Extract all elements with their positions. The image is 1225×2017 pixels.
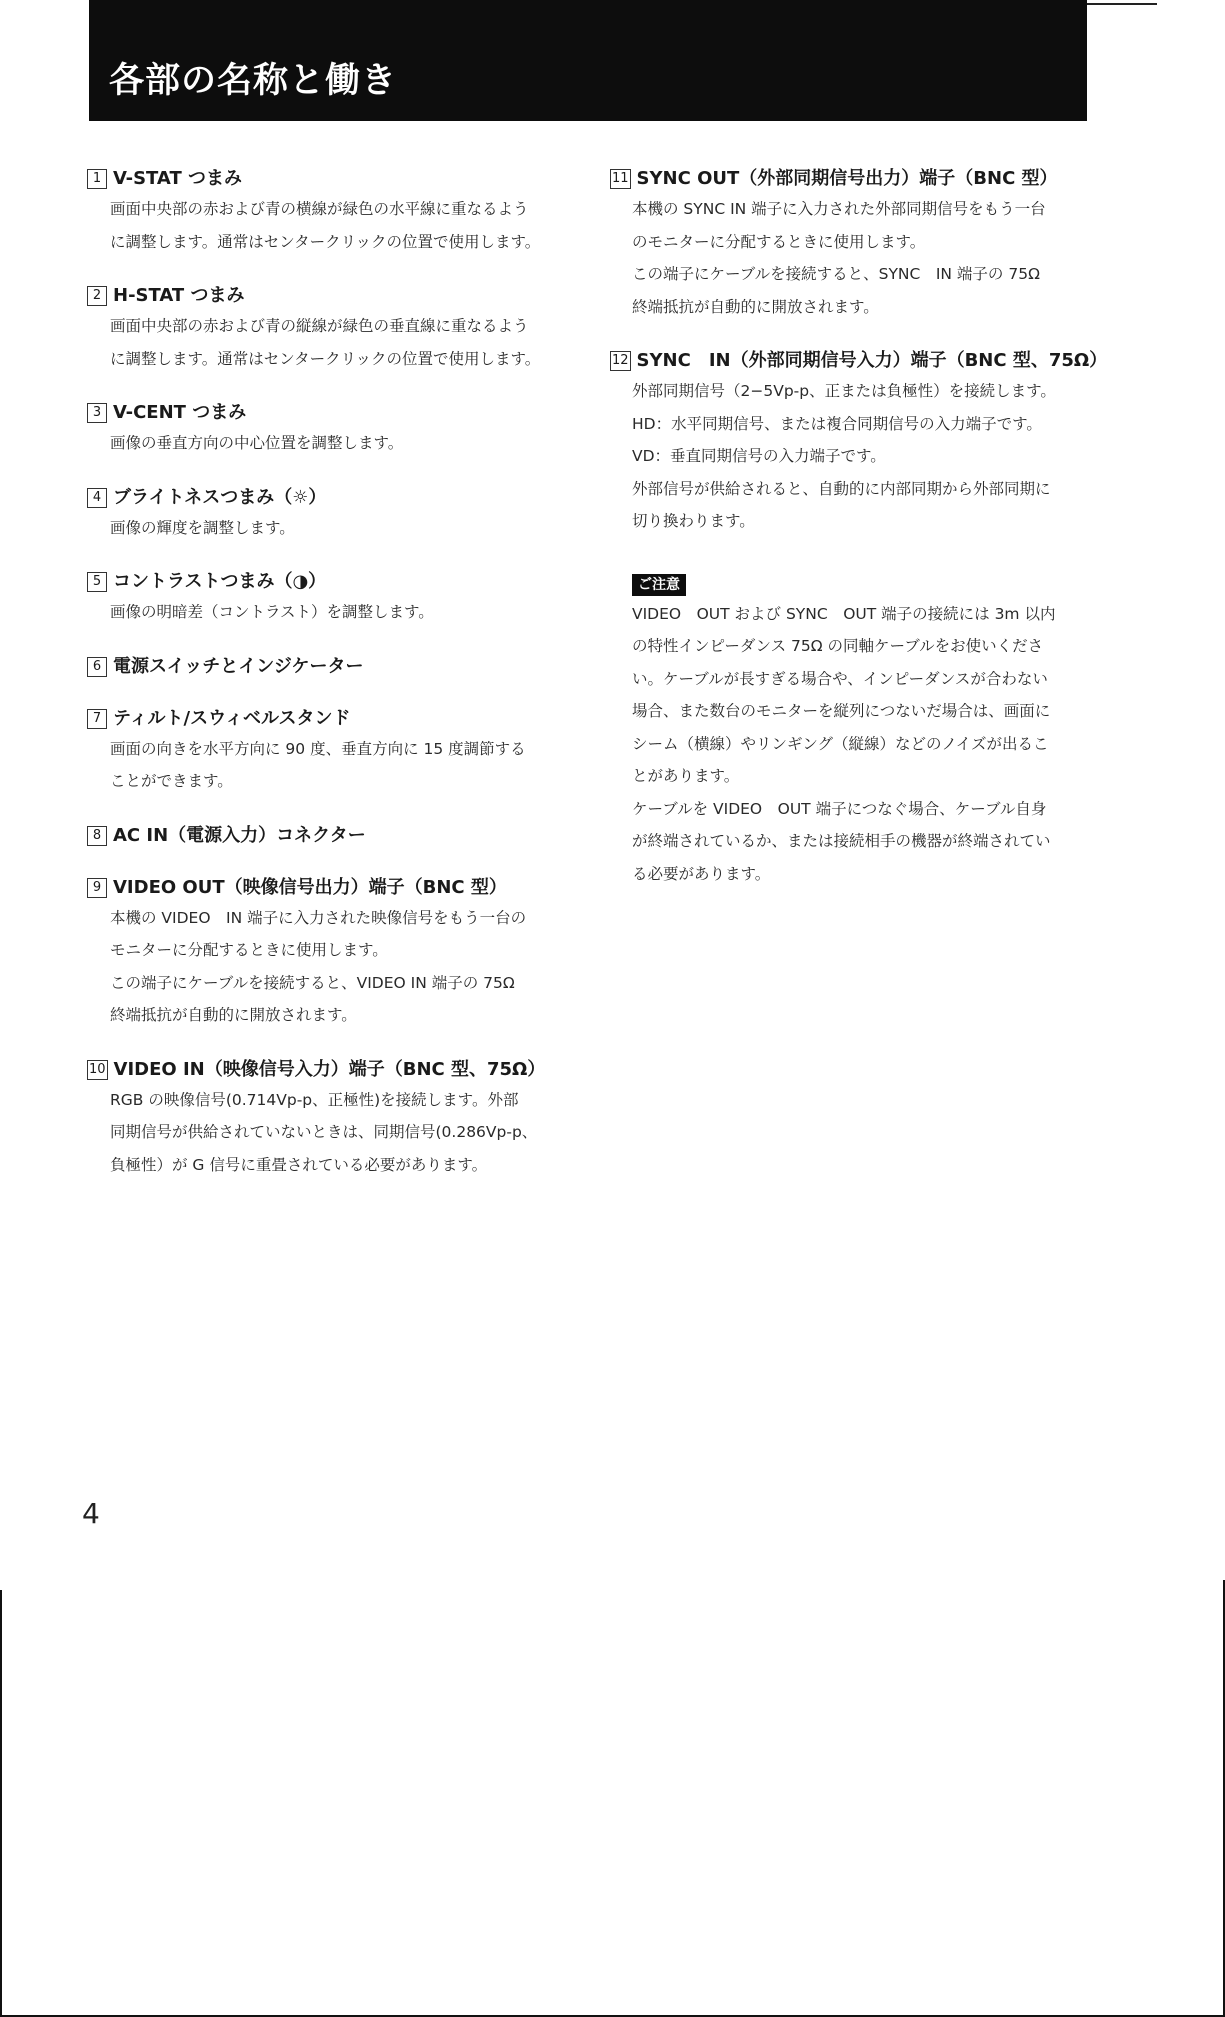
description-line: RGB の映像信号(0.714Vp-p、正極性)を接続します。外部: [110, 1090, 519, 1109]
part-number-box: 3: [87, 403, 107, 423]
description-line: HD：水平同期信号、または複合同期信号の入力端子です。: [632, 414, 1042, 433]
part-description: [87, 310, 587, 375]
part-description: [87, 902, 587, 1032]
part-title: SYNC IN（外部同期信号入力）端子（BNC 型、75Ω）: [636, 350, 1108, 371]
part-heading: [87, 1056, 587, 1084]
part-item: [87, 399, 587, 460]
caution-line: VIDEO OUT および SYNC OUT 端子の接続には 3m 以内: [632, 604, 1056, 623]
part-number-box: 12: [610, 351, 631, 371]
caution-section: [610, 574, 1100, 891]
part-number-box: 8: [87, 826, 107, 846]
part-number-box: 1: [87, 169, 107, 189]
part-heading: [610, 347, 1108, 375]
part-title: V-CENT つまみ: [113, 402, 247, 423]
caution-badge: ご注意: [632, 574, 686, 596]
page-number: 4: [82, 1497, 100, 1530]
description-line: VD：垂直同期信号の入力端子です。: [632, 447, 886, 465]
part-number-box: 6: [87, 657, 107, 677]
caution-line: ケーブルを VIDEO OUT 端子につなぐ場合、ケーブル自身: [632, 799, 1047, 818]
part-description: [610, 193, 1100, 323]
part-number-box: 2: [87, 286, 107, 306]
part-title: V-STAT つまみ: [113, 168, 243, 189]
description-line: 画像の輝度を調整します。: [110, 518, 295, 537]
part-title: ブライトネスつまみ（☼）: [113, 486, 327, 508]
caution-line: とがあります。: [632, 767, 740, 785]
part-title: VIDEO OUT（映像信号出力）端子（BNC 型）: [113, 876, 507, 898]
description-line: 同期信号が供給されていないときは、同期信号(0.286Vp-p、: [110, 1123, 538, 1141]
part-item: [87, 165, 587, 258]
part-title: VIDEO IN（映像信号入力）端子（BNC 型、75Ω）: [113, 1058, 546, 1080]
caution-line: シーム（横線）やリンギング（縦線）などのノイズが出るこ: [632, 734, 1049, 753]
part-heading: [87, 705, 587, 733]
part-heading: [87, 874, 587, 902]
part-item: [87, 874, 587, 1032]
part-description: [87, 1084, 587, 1182]
caution-text: [632, 598, 1100, 891]
description-line: 画像の垂直方向の中心位置を調整します。: [110, 434, 404, 452]
description-line: 本機の SYNC IN 端子に入力された外部同期信号をもう一台: [632, 200, 1046, 218]
part-item: [610, 347, 1108, 538]
part-number-box: 10: [87, 1060, 108, 1080]
part-description: [87, 193, 587, 258]
part-title: コントラストつまみ（◑）: [113, 571, 327, 592]
part-number-box: 9: [87, 878, 107, 898]
part-item: [610, 165, 1100, 323]
page-title: 各部の名称と働き: [109, 61, 398, 101]
part-title: SYNC OUT（外部同期信号出力）端子（BNC 型）: [636, 168, 1058, 189]
description-line: 画面の向きを水平方向に 90 度、垂直方向に 15 度調節する: [110, 739, 526, 758]
right-column: [610, 165, 1108, 890]
part-title: AC IN（電源入力）コネクター: [113, 824, 366, 846]
part-heading: [610, 165, 1100, 193]
description-line: 外部信号が供給されると、自動的に内部同期から外部同期に: [632, 479, 1051, 498]
scan-edge-left: [0, 1590, 2, 2017]
description-line: 終端抵抗が自動的に開放されます。: [632, 297, 879, 316]
description-line: 画面中央部の赤および青の縦線が緑色の垂直線に重なるよう: [110, 317, 529, 335]
part-description: [87, 733, 587, 798]
header-rule: [1087, 3, 1157, 5]
part-heading: [87, 399, 587, 427]
part-heading: [87, 822, 587, 850]
part-heading: [87, 282, 587, 310]
part-number-box: 7: [87, 709, 107, 729]
header-bar: [89, 0, 1087, 121]
part-item: [87, 822, 587, 850]
description-line: この端子にケーブルを接続すると、VIDEO IN 端子の 75Ω: [110, 973, 515, 992]
part-description: [610, 375, 1100, 538]
part-heading: [87, 165, 587, 193]
caution-line: が終端されているか、または接続相手の機器が終端されてい: [632, 832, 1051, 850]
description-line: 切り換わります。: [632, 512, 755, 530]
part-description: [87, 427, 587, 460]
part-title: ティルト/スウィベルスタンド: [113, 707, 351, 729]
part-item: [87, 484, 587, 545]
description-line: この端子にケーブルを接続すると、SYNC IN 端子の 75Ω: [632, 265, 1040, 283]
description-line: 本機の VIDEO IN 端子に入力された映像信号をもう一台の: [110, 908, 527, 927]
left-column: [87, 165, 587, 1205]
part-item: [87, 568, 587, 629]
part-item: [87, 705, 587, 798]
description-line: 外部同期信号（2−5Vp-p、正または負極性）を接続します。: [632, 382, 1056, 400]
description-line: のモニターに分配するときに使用します。: [632, 232, 926, 251]
part-title: 電源スイッチとインジケーター: [113, 655, 364, 677]
description-line: モニターに分配するときに使用します。: [110, 941, 388, 959]
caution-line: い。ケーブルが長すぎる場合や、インピーダンスが合わない: [632, 669, 1048, 688]
description-line: 画面中央部の赤および青の横線が緑色の水平線に重なるよう: [110, 200, 529, 218]
part-heading: [87, 484, 587, 512]
part-description: [87, 512, 587, 545]
description-line: ことができます。: [110, 772, 233, 790]
part-number-box: 5: [87, 572, 107, 592]
description-line: 終端抵抗が自動的に開放されます。: [110, 1006, 357, 1024]
part-number-box: 11: [610, 169, 631, 189]
part-item: [87, 653, 587, 681]
part-item: [87, 282, 587, 375]
description-line: 負極性）が G 信号に重畳されている必要があります。: [110, 1155, 488, 1174]
right-items: [610, 165, 1108, 538]
part-number-box: 4: [87, 488, 107, 508]
part-description: [87, 596, 587, 629]
part-item: [87, 1056, 587, 1182]
description-line: 画像の明暗差（コントラスト）を調整します。: [110, 603, 434, 621]
part-heading: [87, 653, 587, 681]
description-line: に調整します。通常はセンタークリックの位置で使用します。: [110, 349, 541, 368]
part-heading: [87, 568, 587, 596]
caution-line: 場合、また数台のモニターを縦列につないだ場合は、画面に: [632, 702, 1051, 720]
caution-line: の特性インピーダンス 75Ω の同軸ケーブルをお使いくださ: [632, 637, 1044, 655]
caution-line: る必要があります。: [632, 864, 771, 883]
description-line: に調整します。通常はセンタークリックの位置で使用します。: [110, 232, 541, 251]
part-title: H-STAT つまみ: [113, 285, 245, 306]
